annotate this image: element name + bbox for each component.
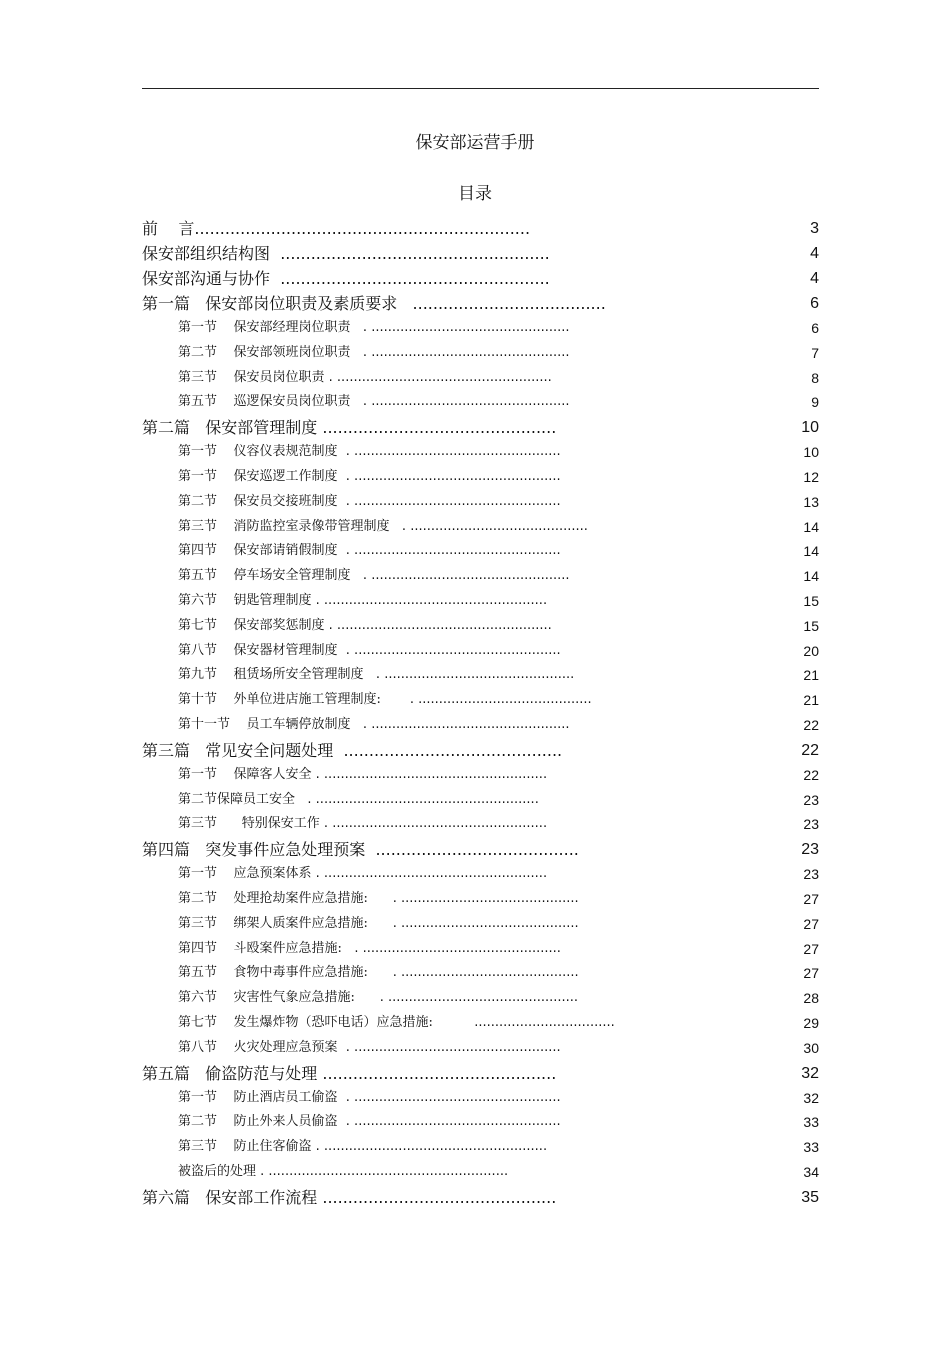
toc-section[interactable] — [142, 490, 819, 515]
toc-leader-dots: . .................................................. — [337, 543, 561, 559]
toc-entry-label: 第五节 停车场安全管理制度 — [178, 568, 351, 584]
toc-chapter[interactable] — [142, 216, 819, 241]
toc-page-number: 35 — [801, 1188, 819, 1206]
toc-leader-dots: . ...................................................... — [311, 592, 548, 608]
toc-leader-dots: . ................................................ — [350, 320, 570, 335]
toc-leader-dots: . ...................................................... — [311, 866, 548, 882]
toc-section[interactable] — [142, 515, 819, 540]
toc-entry-label: 第八节 火灾处理应急预案 — [178, 1039, 338, 1055]
toc-entry-label: 第一节 保障客人安全 — [178, 766, 312, 782]
toc-page-number: 23 — [803, 791, 819, 808]
toc-page-number: 15 — [803, 617, 819, 634]
toc-section[interactable] — [142, 663, 819, 688]
toc-section[interactable] — [142, 961, 819, 986]
toc-section[interactable] — [142, 1086, 819, 1111]
toc-entry-label: 保安部沟通与协作 — [142, 269, 271, 288]
toc-chapter[interactable] — [142, 241, 819, 266]
toc-leader-dots: . ...................................................... — [311, 1139, 548, 1155]
toc-leader-dots: . ........................................... — [367, 965, 579, 981]
toc-page-number: 30 — [803, 1039, 819, 1056]
toc-entry-label: 第三节 特别保安工作 — [178, 816, 320, 832]
toc-chapter[interactable] — [142, 291, 819, 316]
toc-chapter[interactable] — [142, 1185, 819, 1210]
toc-section[interactable] — [142, 713, 819, 738]
toc-page-number: 27 — [803, 890, 819, 907]
toc-section[interactable] — [142, 614, 819, 639]
toc-chapter[interactable] — [142, 1061, 819, 1086]
toc-page-number: 34 — [803, 1163, 819, 1180]
toc-section[interactable] — [142, 812, 819, 837]
toc-page-number: 14 — [803, 543, 819, 560]
toc-leader-dots: . ................................................ — [350, 716, 570, 732]
toc-page-number: 23 — [803, 866, 819, 883]
toc-leader-dots: ...................................... — [397, 294, 606, 313]
toc-section[interactable] — [142, 316, 819, 341]
toc-leader-dots: . .................................................. — [337, 1039, 561, 1055]
toc-page-number: 4 — [810, 270, 819, 287]
toc-leader-dots: . .................................................. — [337, 1114, 561, 1130]
toc-section[interactable] — [142, 564, 819, 589]
toc-section[interactable] — [142, 688, 819, 713]
toc-section[interactable] — [142, 1160, 819, 1185]
toc-page-number: 4 — [810, 245, 819, 262]
toc-leader-dots: ........................................ — [365, 840, 579, 860]
toc-page-number: 21 — [803, 667, 819, 684]
toc-entry-label: 前 言 — [142, 219, 195, 238]
toc-entry-label: 第一节 仪容仪表规范制度 — [178, 444, 338, 460]
toc-leader-dots: . .................................................. — [337, 1089, 561, 1105]
toc-entry-label: 第二节保障员工安全 — [178, 791, 296, 807]
toc-leader-dots: . ........................................... — [367, 890, 579, 906]
toc-page-number: 23 — [803, 816, 819, 833]
toc-page-number: 27 — [803, 940, 819, 957]
toc-entry-label: 第五节 食物中毒事件应急措施: — [178, 965, 368, 981]
toc-chapter[interactable] — [142, 266, 819, 291]
toc-leader-dots: . ................................................ — [350, 568, 570, 584]
toc-entry-label: 第二篇 保安部管理制度 — [142, 418, 318, 438]
toc-entry-label: 第四节 保安部请销假制度 — [178, 543, 338, 559]
header-rule — [142, 88, 819, 89]
toc-section[interactable] — [142, 912, 819, 937]
toc-entry-label: 第一节 保安部经理岗位职责 — [178, 320, 351, 335]
toc-section[interactable] — [142, 366, 819, 391]
toc-page-number: 20 — [803, 642, 819, 659]
toc-leader-dots: . ........................................... — [367, 915, 579, 931]
toc-entry-label: 第十一节 员工车辆停放制度 — [178, 716, 351, 732]
toc-entry-label: 第七节 保安部奖惩制度 — [178, 617, 325, 633]
toc-entry-label: 第五节 巡逻保安员岗位职责 — [178, 394, 351, 410]
toc-page-number: 22 — [803, 766, 819, 783]
toc-page-number: 28 — [803, 990, 819, 1007]
toc-section[interactable] — [142, 440, 819, 465]
toc-leader-dots: . ................................................ — [341, 940, 561, 956]
toc-page-number: 32 — [803, 1089, 819, 1106]
toc-entry-label: 第五篇 偷盗防范与处理 — [142, 1063, 318, 1083]
toc-page-number: 33 — [803, 1114, 819, 1131]
toc-section[interactable] — [142, 862, 819, 887]
toc-page-number: 14 — [803, 518, 819, 535]
toc-leader-dots: .............................................. — [317, 1187, 557, 1207]
toc-page-number: 10 — [801, 419, 819, 437]
toc-section[interactable] — [142, 639, 819, 664]
toc-page-number: 10 — [803, 444, 819, 461]
toc-page-number: 22 — [801, 741, 819, 759]
toc-entry-label: 第三节 绑架人质案件应急措施: — [178, 915, 368, 931]
toc-leader-dots: .................................................................. — [194, 219, 531, 238]
toc-section[interactable] — [142, 465, 819, 490]
toc-leader-dots: . .................................................... — [319, 816, 548, 832]
toc-page-number: 27 — [803, 915, 819, 932]
toc-page-number: 33 — [803, 1139, 819, 1156]
toc-entry-label: 第二节 保安部领班岗位职责 — [178, 344, 351, 360]
toc-page-number: 29 — [803, 1014, 819, 1031]
toc-leader-dots: . .......................................... — [380, 692, 592, 708]
toc-entry-label: 第一节 应急预案体系 — [178, 866, 312, 882]
table-of-contents — [142, 216, 819, 1210]
toc-entry-label: 第十节 外单位进店施工管理制度: — [178, 692, 381, 708]
toc-entry-label: 第三节 保安员岗位职责 — [178, 369, 325, 385]
toc-entry-label: 第三节 消防监控室录像带管理制度 — [178, 518, 390, 534]
toc-entry-label: 第二节 保安员交接班制度 — [178, 493, 338, 509]
toc-chapter[interactable] — [142, 837, 819, 862]
toc-entry-label: 第四篇 突发事件应急处理预案 — [142, 840, 366, 860]
toc-leader-dots: . .................................................. — [337, 444, 561, 460]
toc-entry-label: 第二节 处理抢劫案件应急措施: — [178, 890, 368, 906]
toc-entry-label: 第六篇 保安部工作流程 — [142, 1187, 318, 1207]
toc-entry-label: 第四节 斗殴案件应急措施: — [178, 940, 342, 956]
toc-leader-dots: . .................................................... — [324, 617, 552, 633]
toc-page-number: 13 — [803, 493, 819, 510]
toc-page-number: 32 — [801, 1064, 819, 1082]
toc-page-number: 22 — [803, 716, 819, 733]
toc-leader-dots: .............................................. — [317, 1063, 557, 1083]
toc-entry-label: 保安部组织结构图 — [142, 244, 271, 263]
toc-page-number: 14 — [803, 568, 819, 585]
toc-section[interactable] — [142, 937, 819, 962]
toc-leader-dots: . .................................................... — [324, 369, 552, 385]
toc-section[interactable] — [142, 1036, 819, 1061]
toc-leader-dots: . .................................................. — [337, 642, 561, 658]
toc-leader-dots: .................................. — [432, 1014, 615, 1030]
toc-leader-dots: .............................................. — [317, 418, 557, 438]
document-title: 保安部运营手册 — [415, 133, 535, 153]
toc-page-number: 12 — [803, 468, 819, 485]
toc-entry-label: 第八节 保安器材管理制度 — [178, 642, 338, 658]
toc-leader-dots: . .................................................. — [337, 493, 561, 509]
toc-entry-label: 第一节 防止酒店员工偷盗 — [178, 1089, 338, 1105]
toc-leader-dots: . ........................................... — [389, 518, 588, 534]
toc-page-number: 15 — [803, 592, 819, 609]
toc-leader-dots: . .................................................. — [337, 468, 561, 484]
toc-section[interactable] — [142, 589, 819, 614]
toc-page-number: 7 — [811, 344, 819, 361]
toc-chapter[interactable] — [142, 415, 819, 440]
toc-entry-label: 第一篇 保安部岗位职责及素质要求 — [142, 294, 398, 313]
toc-chapter[interactable] — [142, 738, 819, 763]
toc-entry-label: 第三篇 常见安全问题处理 — [142, 740, 334, 760]
toc-leader-dots: . ...................................................... — [311, 766, 548, 782]
toc-section[interactable] — [142, 1135, 819, 1160]
toc-leader-dots: . .......................................................... — [256, 1163, 509, 1179]
toc-page-number: 6 — [810, 295, 819, 312]
toc-heading: 目录 — [458, 184, 492, 204]
toc-leader-dots: ........................................... — [333, 740, 563, 760]
toc-page-number: 9 — [811, 394, 819, 411]
toc-page-number: 8 — [811, 369, 819, 386]
toc-leader-dots: . .............................................. — [354, 990, 579, 1006]
toc-leader-dots: . .............................................. — [363, 667, 575, 683]
toc-leader-dots: ..................................................... — [270, 269, 550, 288]
toc-section[interactable] — [142, 390, 819, 415]
toc-leader-dots: ..................................................... — [270, 244, 550, 263]
toc-entry-label: 第七节 发生爆炸物（恐吓电话）应急措施: — [178, 1014, 433, 1030]
toc-leader-dots: . ...................................................... — [295, 791, 539, 807]
toc-section[interactable] — [142, 788, 819, 813]
toc-section[interactable] — [142, 887, 819, 912]
toc-entry-label: 第二节 防止外来人员偷盗 — [178, 1114, 338, 1130]
toc-entry-label: 被盗后的处理 — [178, 1163, 257, 1179]
toc-section[interactable] — [142, 1011, 819, 1036]
toc-section[interactable] — [142, 1110, 819, 1135]
toc-section[interactable] — [142, 539, 819, 564]
toc-entry-label: 第六节 钥匙管理制度 — [178, 592, 312, 608]
toc-entry-label: 第三节 防止住客偷盗 — [178, 1139, 312, 1155]
toc-leader-dots: . ................................................ — [350, 394, 570, 410]
toc-page-number: 23 — [801, 841, 819, 859]
toc-page-number: 6 — [811, 320, 819, 336]
toc-leader-dots: . ................................................ — [350, 344, 570, 360]
toc-page-number: 21 — [803, 692, 819, 709]
toc-entry-label: 第一节 保安巡逻工作制度 — [178, 468, 338, 484]
toc-page-number: 27 — [803, 965, 819, 982]
toc-entry-label: 第九节 租赁场所安全管理制度 — [178, 667, 364, 683]
toc-page-number: 3 — [810, 220, 819, 237]
toc-section[interactable] — [142, 763, 819, 788]
toc-entry-label: 第六节 灾害性气象应急措施: — [178, 990, 355, 1006]
toc-section[interactable] — [142, 341, 819, 366]
toc-section[interactable] — [142, 986, 819, 1011]
